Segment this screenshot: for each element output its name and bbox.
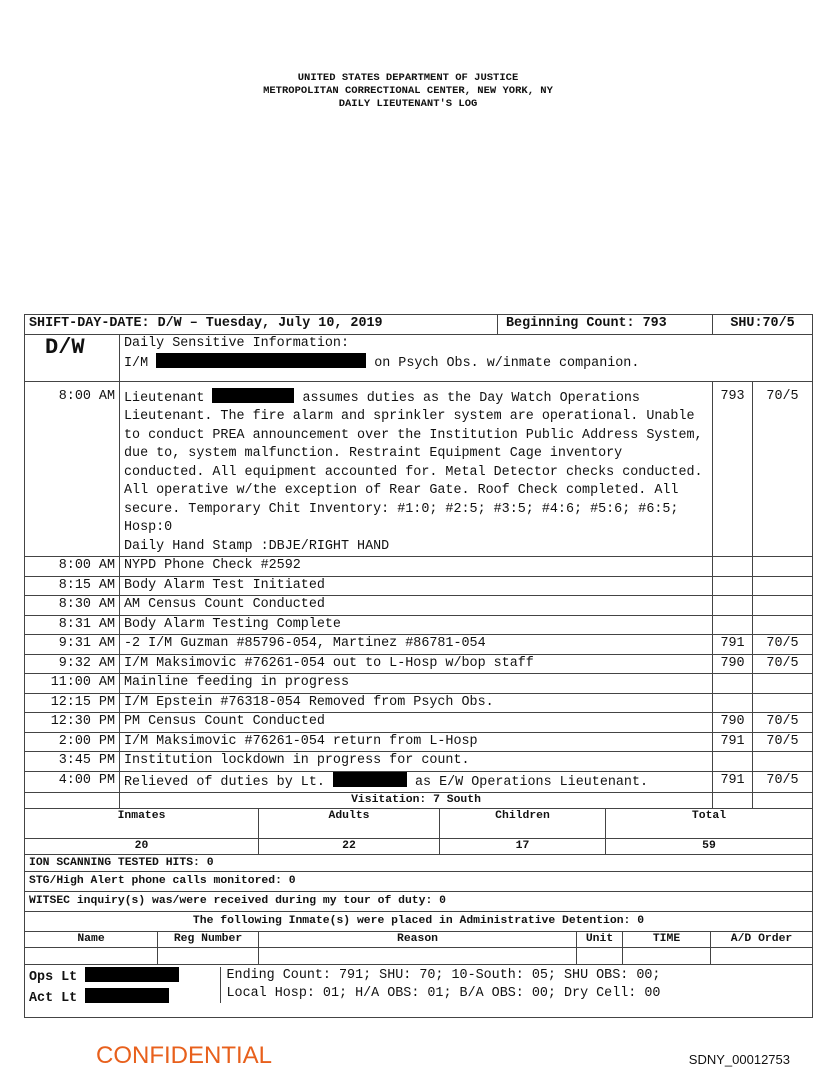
entry-time: 11:00 AM bbox=[25, 674, 120, 694]
entry-count: 790 bbox=[713, 654, 753, 674]
entry-time: 8:00 AM bbox=[25, 381, 120, 557]
entry-shu: 70/5 bbox=[753, 732, 813, 752]
sensitive-info bbox=[120, 334, 813, 381]
visitation-title: Visitation: 7 South bbox=[120, 793, 713, 809]
entry-shu bbox=[753, 693, 813, 713]
entry-text-part: Relieved of duties by Lt. bbox=[124, 774, 325, 790]
adseg-table bbox=[24, 931, 813, 965]
entry-text-part: Lieutenant bbox=[124, 390, 205, 406]
bates-number: SDNY_00012753 bbox=[688, 1052, 790, 1067]
entry-text: Body Alarm Testing Complete bbox=[120, 615, 713, 635]
log-table bbox=[24, 314, 813, 809]
entry-text: PM Census Count Conducted bbox=[120, 713, 713, 733]
entry-shu bbox=[753, 557, 813, 577]
entry-text: Mainline feeding in progress bbox=[120, 674, 713, 694]
redaction-bar bbox=[85, 967, 179, 982]
entry-shu: 70/5 bbox=[753, 654, 813, 674]
log-entry bbox=[25, 674, 813, 694]
entry-count: 791 bbox=[713, 771, 753, 793]
shu-count: SHU:70/5 bbox=[713, 315, 813, 335]
redaction-bar bbox=[156, 353, 366, 368]
confidential-stamp: CONFIDENTIAL bbox=[96, 1042, 273, 1069]
log-entry bbox=[25, 615, 813, 635]
entry-count: 791 bbox=[713, 635, 753, 655]
ops-lt-label: Ops Lt bbox=[29, 970, 78, 985]
entry-time: 9:31 AM bbox=[25, 635, 120, 655]
log-entry bbox=[25, 576, 813, 596]
lieutenant-log bbox=[24, 314, 812, 1018]
entry-shu bbox=[753, 596, 813, 616]
log-entry bbox=[25, 635, 813, 655]
entry-count bbox=[713, 596, 753, 616]
entry-text-part: as E/W Operations Lieutenant. bbox=[415, 774, 649, 790]
entry-time: 8:31 AM bbox=[25, 615, 120, 635]
log-entry bbox=[25, 713, 813, 733]
entry-count bbox=[713, 615, 753, 635]
entry-text: AM Census Count Conducted bbox=[120, 596, 713, 616]
entry-time: 8:30 AM bbox=[25, 596, 120, 616]
redaction-bar bbox=[212, 388, 294, 403]
entry-time: 3:45 PM bbox=[25, 752, 120, 772]
adseg-header-reg: Reg Number bbox=[158, 932, 259, 948]
document-header bbox=[0, 72, 816, 111]
adseg-header-unit: Unit bbox=[577, 932, 623, 948]
header-log-title: DAILY LIEUTENANT'S LOG bbox=[338, 98, 478, 110]
visitation-adults-value: 22 bbox=[259, 839, 440, 855]
entry-count bbox=[713, 674, 753, 694]
entry-count: 791 bbox=[713, 732, 753, 752]
shift-code: D/W bbox=[25, 334, 120, 381]
lieutenant-signoff bbox=[25, 965, 220, 1018]
entry-shu bbox=[753, 674, 813, 694]
ending-count-line2: Local Hosp: 01; H/A OBS: 01; B/A OBS: 00; Dry Cell: 00 bbox=[226, 986, 661, 1001]
entry-shu bbox=[753, 615, 813, 635]
adseg-header-reason: Reason bbox=[259, 932, 577, 948]
entry-count bbox=[713, 693, 753, 713]
signoff-table bbox=[24, 964, 813, 1018]
visitation-table bbox=[24, 808, 813, 932]
entry-time: 12:15 PM bbox=[25, 693, 120, 713]
entry-shu: 70/5 bbox=[753, 771, 813, 793]
redaction-bar bbox=[85, 988, 169, 1003]
entry-text-part: assumes duties as the Day Watch Operations bbox=[302, 390, 640, 406]
beginning-count: Beginning Count: 793 bbox=[506, 316, 667, 331]
witsec-inquiry: WITSEC inquiry(s) was/were received during my tour of duty: 0 bbox=[25, 892, 813, 912]
adseg-header-time: TIME bbox=[623, 932, 711, 948]
entry-time: 9:32 AM bbox=[25, 654, 120, 674]
sensitive-title: Daily Sensitive Information: bbox=[124, 335, 349, 351]
entry-text: NYPD Phone Check #2592 bbox=[120, 557, 713, 577]
log-entry bbox=[25, 771, 813, 793]
entry-count: 790 bbox=[713, 713, 753, 733]
entry-count bbox=[713, 752, 753, 772]
entry-shu: 70/5 bbox=[753, 713, 813, 733]
adseg-header-name: Name bbox=[25, 932, 158, 948]
visitation-header-adults: Adults bbox=[259, 809, 440, 839]
log-entry bbox=[25, 732, 813, 752]
sensitive-prefix: I/M bbox=[124, 356, 149, 371]
act-lt-label: Act Lt bbox=[29, 991, 78, 1006]
log-entry bbox=[25, 381, 813, 557]
adseg-header-order: A/D Order bbox=[711, 932, 813, 948]
entry-text-part: Lieutenant. The fire alarm and sprinkler system are operational. Unable to conduct PREA announcement over the Institution Public Address System, due to, system malfunction. Restraint Equipment Cage inventory conducted. All equipment accounted for. Metal Detector checks conducted. All operative w/the exception of Rear Gate. Roof Check completed. All secure. Temporary Chit Inventory: #1:0; #2:5; #3:5; #4:6; #5:6; #6:5; Hosp:0 bbox=[124, 409, 703, 535]
entry-time: 12:30 PM bbox=[25, 713, 120, 733]
stg-calls: STG/High Alert phone calls monitored: 0 bbox=[25, 872, 813, 892]
entry-time: 4:00 PM bbox=[25, 771, 120, 793]
visitation-total-value: 59 bbox=[606, 839, 813, 855]
log-entry bbox=[25, 752, 813, 772]
shift-day-date: SHIFT-DAY-DATE: D/W – Tuesday, July 10, 2019 bbox=[25, 315, 498, 334]
hand-stamp: Daily Hand Stamp :DBJE/RIGHT HAND bbox=[124, 538, 390, 554]
header-facility: METROPOLITAN CORRECTIONAL CENTER, NEW YORK, NY bbox=[263, 85, 553, 97]
ending-count-line1: Ending Count: 791; SHU: 70; 10-South: 05; SHU OBS: 00; bbox=[226, 968, 661, 983]
visitation-children-value: 17 bbox=[440, 839, 606, 855]
visitation-header-children: Children bbox=[440, 809, 606, 839]
visitation-inmates-value: 20 bbox=[25, 839, 259, 855]
entry-text: Institution lockdown in progress for count. bbox=[120, 752, 713, 772]
entry-shu: 70/5 bbox=[753, 635, 813, 655]
log-entry bbox=[25, 596, 813, 616]
log-entry bbox=[25, 693, 813, 713]
entry-count bbox=[713, 576, 753, 596]
entry-text: I/M Maksimovic #76261-054 return from L-Hosp bbox=[120, 732, 713, 752]
ion-scanning: ION SCANNING TESTED HITS: 0 bbox=[25, 855, 813, 872]
entry-text bbox=[120, 381, 713, 557]
sensitive-info-row bbox=[25, 334, 813, 381]
log-entry bbox=[25, 557, 813, 577]
shift-row bbox=[25, 315, 813, 335]
entry-time: 2:00 PM bbox=[25, 732, 120, 752]
adseg-empty-row bbox=[25, 948, 813, 965]
entry-shu bbox=[753, 576, 813, 596]
entry-time: 8:15 AM bbox=[25, 576, 120, 596]
entry-shu bbox=[753, 752, 813, 772]
log-entry bbox=[25, 654, 813, 674]
entry-count: 793 bbox=[713, 381, 753, 557]
entry-text: Body Alarm Test Initiated bbox=[120, 576, 713, 596]
entry-count bbox=[713, 557, 753, 577]
header-agency: UNITED STATES DEPARTMENT OF JUSTICE bbox=[297, 72, 519, 84]
visitation-header-inmates: Inmates bbox=[25, 809, 259, 839]
redaction-bar bbox=[333, 772, 407, 787]
visitation-title-row bbox=[25, 793, 813, 809]
entry-text: -2 I/M Guzman #85796-054, Martinez #86781-054 bbox=[120, 635, 713, 655]
ending-count bbox=[220, 965, 813, 1018]
entry-time: 8:00 AM bbox=[25, 557, 120, 577]
entry-text: I/M Maksimovic #76261-054 out to L-Hosp w/bop staff bbox=[120, 654, 713, 674]
entry-shu: 70/5 bbox=[753, 381, 813, 557]
admin-detention: The following Inmate(s) were placed in Administrative Detention: 0 bbox=[25, 912, 813, 932]
entry-text: I/M Epstein #76318-054 Removed from Psych Obs. bbox=[120, 693, 713, 713]
sensitive-suffix: on Psych Obs. w/inmate companion. bbox=[374, 356, 640, 371]
visitation-header-total: Total bbox=[606, 809, 813, 839]
entry-text bbox=[120, 771, 713, 793]
